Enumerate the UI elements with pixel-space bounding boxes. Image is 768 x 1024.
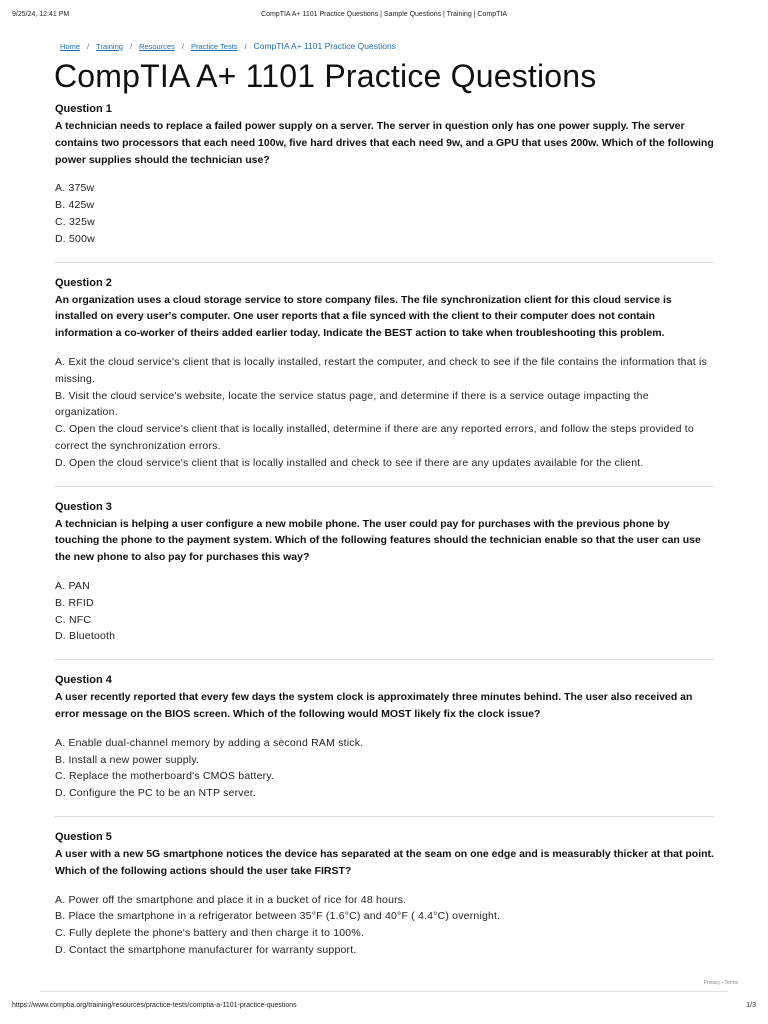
breadcrumb-separator: / (181, 42, 184, 51)
question-list (55, 101, 714, 985)
answer-option-b: B. 425w (55, 199, 95, 212)
answer-option-d: D. Configure the PC to be an NTP server. (55, 787, 256, 800)
breadcrumb-separator: / (129, 42, 133, 51)
question-5 (55, 829, 714, 973)
question-text: A user recently reported that every few days the system clock is approximately three minutes behind. The user also received an error message on the BIOS screen. Which of the following would MOST likely fix the clock issue? (55, 691, 693, 720)
question-1 (55, 101, 714, 263)
question-text: A user with a new 5G smartphone notices the device has separated at the seam on one edge and is measurably thicker at that point. Which of the following actions should the user take FIRST? (55, 847, 714, 877)
question-number: Question 2 (55, 276, 112, 289)
question-number: Question 3 (55, 500, 112, 513)
question-number: Question 1 (55, 103, 112, 115)
footer-divider (40, 991, 728, 992)
answer-option-d: D. Bluetooth (55, 630, 116, 643)
breadcrumb-practice-tests[interactable]: Practice Tests (190, 42, 238, 51)
question-2 (55, 275, 714, 487)
answer-option-b: B. Place the smartphone in a refrigerator between 35°F (1.6°C) and 40°F ( 4.4°C) overnight. (55, 910, 501, 923)
answer-option-c: C. Fully deplete the phone's battery and then charge it to 100%. (55, 927, 364, 940)
answer-option-b: B. Install a new power supply. (55, 753, 200, 766)
question-text: A technician needs to replace a failed power supply on a server. The server in question only has one power supply. The server contains two processors that each need 100w, five hard drives that each need 9w, and a GPU that uses 200w. Which of the following power supplies should the technician use? (55, 120, 714, 166)
answer-option-a: A. Enable dual-channel memory by adding a second RAM stick. (55, 736, 364, 749)
question-text: A technician is helping a user configure a new mobile phone. The user could pay for purchases with the previous phone by touching the phone to the payment system. Which of the following features should the technician enable so that the user can use the new phone to also pay for purchases this way? (55, 517, 701, 564)
answer-options (55, 735, 714, 802)
print-footer (12, 1002, 756, 1012)
print-url: https://www.comptia.org/training/resources/practice-tests/comptia-a-1101-practice-questions (12, 1002, 297, 1009)
print-header (12, 11, 756, 21)
answer-option-b: B. RFID (55, 596, 94, 609)
breadcrumb-training[interactable]: Training (96, 42, 123, 51)
answer-option-a: A. 375w (55, 182, 95, 195)
answer-options (55, 354, 714, 472)
answer-options (55, 892, 714, 959)
answer-option-d: D. 500w (55, 232, 95, 245)
privacy-terms-link[interactable]: Privacy - Terms (703, 980, 738, 986)
answer-option-c: C. Replace the motherboard's CMOS battery. (55, 770, 275, 783)
answer-option-a: A. Power off the smartphone and place it in a bucket of rice for 48 hours. (55, 893, 407, 906)
print-doc-title: CompTIA A+ 1101 Practice Questions | Sample Questions | Training | CompTIA (261, 11, 507, 18)
answer-option-c: C. 325w (55, 215, 95, 228)
breadcrumb-separator: / (244, 42, 247, 51)
answer-option-d: D. Open the cloud service's client that is locally installed and check to see if there are any updates available for the client. (55, 456, 644, 469)
answer-option-c: C. NFC (55, 613, 92, 626)
answer-options (55, 578, 714, 645)
question-3 (55, 499, 714, 661)
breadcrumb (60, 41, 396, 51)
answer-options (55, 180, 714, 247)
answer-option-a: A. PAN (55, 579, 90, 592)
breadcrumb-resources[interactable]: Resources (139, 42, 175, 51)
page-title: CompTIA A+ 1101 Practice Questions (54, 58, 597, 94)
answer-option-b: B. Visit the cloud service's website, locate the service status page, and determine if there is a service outage impacting the organization. (55, 389, 649, 419)
breadcrumb-current: CompTIA A+ 1101 Practice Questions (253, 41, 396, 51)
question-number: Question 4 (55, 674, 112, 687)
answer-option-a: A. Exit the cloud service's client that is locally installed, restart the computer, and check to see if the file contains the information that is missing. (55, 355, 707, 385)
answer-option-d: D. Contact the smartphone manufacturer for warranty support. (55, 943, 357, 956)
question-text: An organization uses a cloud storage service to store company files. The file synchronization client for this cloud service is installed on every user's computer. One user reports that a file synced with the client to their computer does not contain information a co-worker of theirs added earlier today. Indicate the BEST action to take when troubleshooting this problem. (55, 293, 672, 340)
question-4 (55, 672, 714, 817)
print-page-number: 1/3 (746, 1002, 756, 1009)
print-datetime: 9/25/24, 12:41 PM (12, 11, 70, 18)
breadcrumb-home[interactable]: Home (60, 42, 81, 51)
question-number: Question 5 (55, 830, 112, 843)
breadcrumb-separator: / (87, 42, 90, 51)
answer-option-c: C. Open the cloud service's client that is locally installed, determine if there are any reported errors, and follow the steps provided to correct the synchronization errors. (55, 423, 694, 452)
